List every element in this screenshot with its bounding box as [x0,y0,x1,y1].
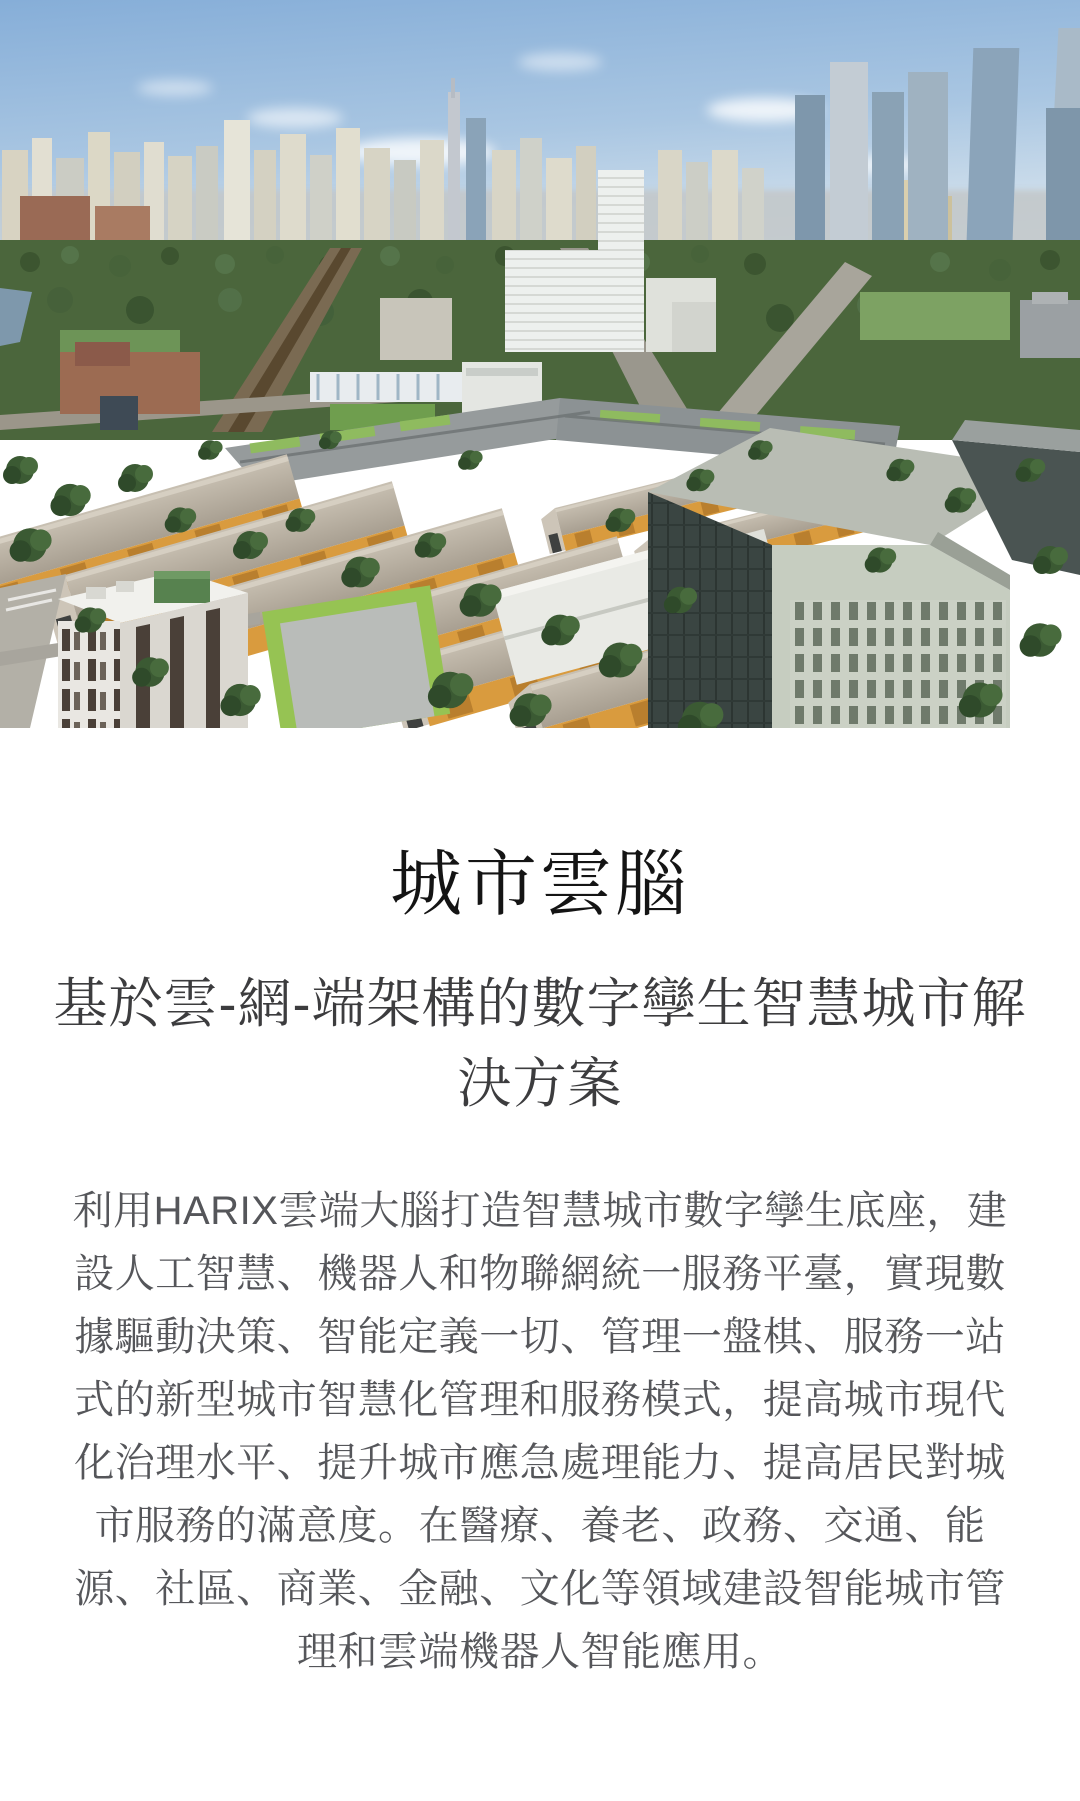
body-paragraph: 利用HARIX雲端大腦打造智慧城市數字孿生底座，建設人工智慧、機器人和物聯網統一服務平臺，實現數據驅動決策、智能定義一切、管理一盤棋、服務一站式的新型城市智慧化管理和服務模式，提高城市現代化治理水平、提升城市應急處理能力、提高居民對城市服務的滿意度。在醫療、養老、政務、交通、能源、社區、商業、金融、文化等領域建設智能城市管理和雲端機器人智能應用。 [72,1189,1008,1674]
page-subtitle: 基於雲-網-端架構的數字孿生智慧城市解決方案 [53,974,1027,1114]
hero-image [0,0,1080,728]
page-title: 城市雲腦 [389,845,690,925]
smart-city-render [0,0,1080,728]
